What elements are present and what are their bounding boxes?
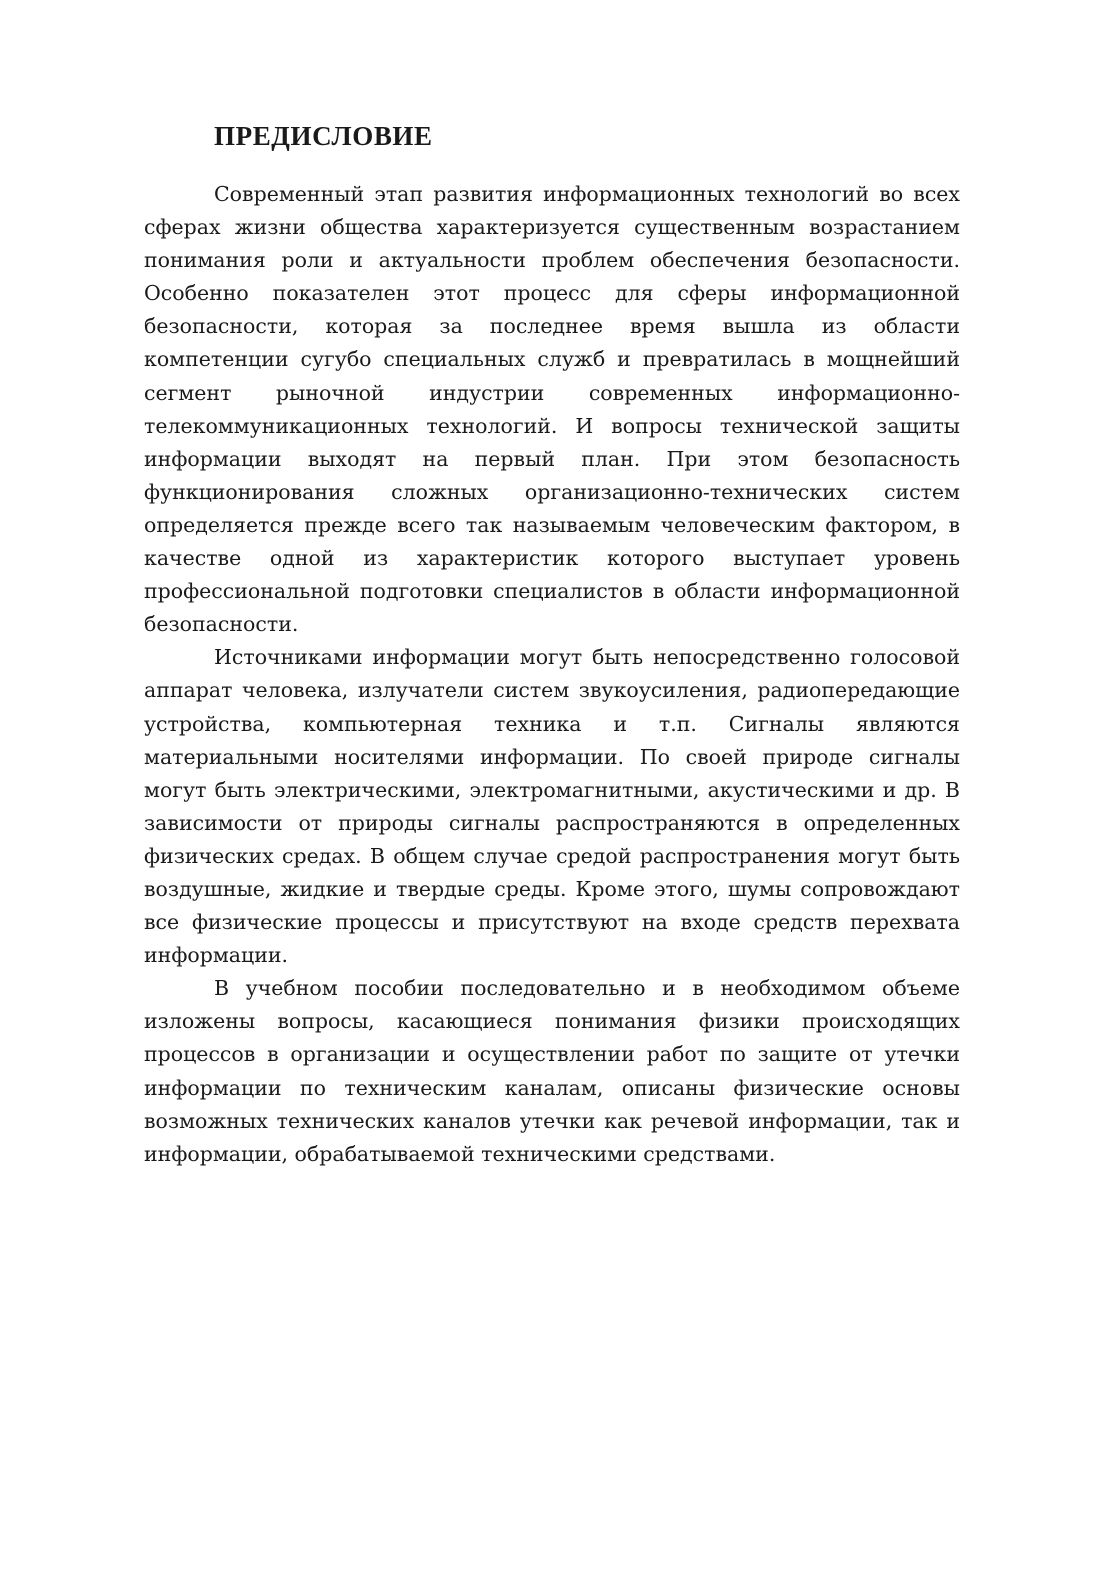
paragraph-1: Современный этап развития информационных технологий во всех сферах жизни общества характеризуется существенным возрастанием понимания роли и актуальности проблем обеспечения безопасности. Особенно показателен этот процесс для сферы информационной безопасности, которая за последнее время вышла из области компетенции сугубо специальных служб и превратилась в мощнейший сегмент рыночной индустрии современных информационно-телекоммуникационных технологий. И вопросы технической защиты информации выходят на первый план. При этом безопасность функционирования сложных организационно-технических систем определяется прежде всего так называемым человеческим фактором, в качестве одной из характеристик которого выступает уровень профессиональной подготовки специалистов в области информационной безопасности.	[144, 182, 960, 637]
page-content	[144, 118, 960, 1171]
paragraph-2: Источниками информации могут быть непосредственно голосовой аппарат человека, излучатели систем звукоусиления, радиопередающие устройства, компьютерная техника и т.п. Сигналы являются материальными носителями информации. По своей природе сигналы могут быть электрическими, электромагнитными, акустическими и др. В зависимости от природы сигналы распространяются в определенных физических средах. В общем случае средой распространения могут быть воздушные, жидкие и твердые среды. Кроме этого, шумы сопровождают все физические процессы и присутствуют на входе средств перехвата информации.	[144, 645, 960, 968]
paragraph-3: В учебном пособии последовательно и в необходимом объеме изложены вопросы, касающиеся понимания физики происходящих процессов в организации и осуществлении работ по защите от утечки информации по техническим каналам, описаны физические основы возможных технических каналов утечки как речевой информации, так и информации, обрабатываемой техническими средствами.	[144, 976, 960, 1166]
page-title: ПРЕДИСЛОВИЕ	[214, 121, 433, 151]
